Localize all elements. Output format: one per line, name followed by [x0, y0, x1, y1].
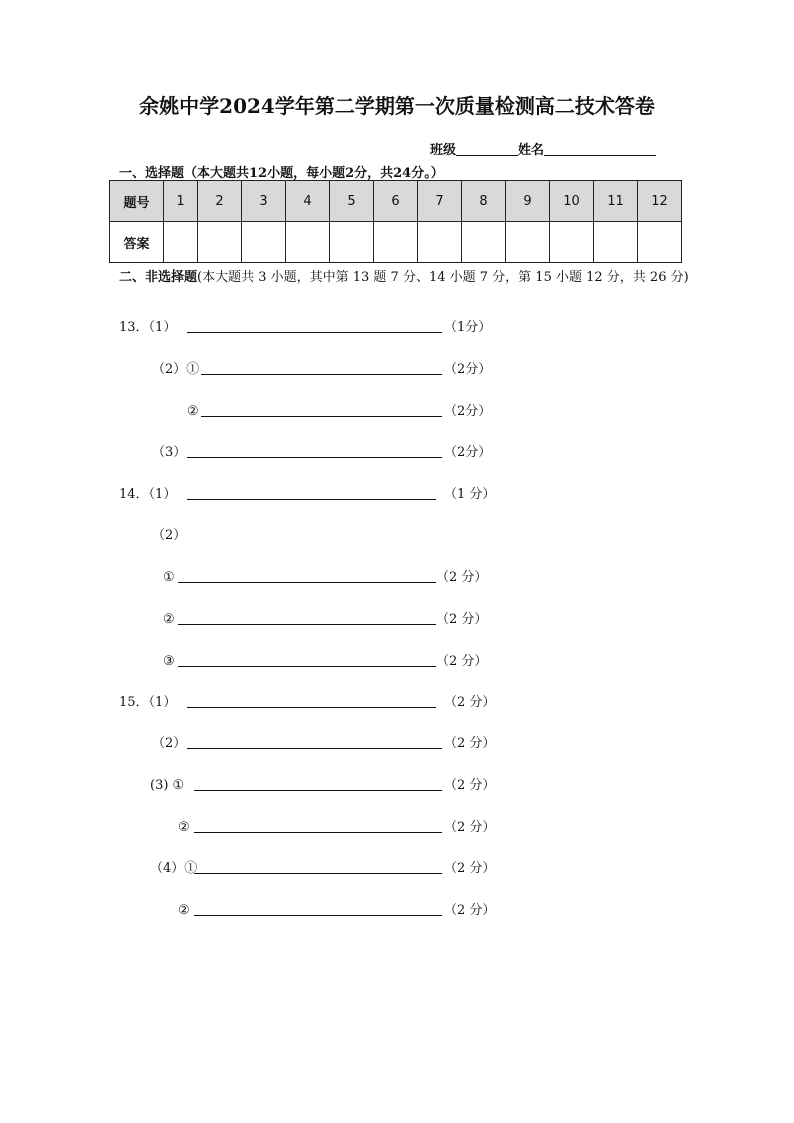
line-prefix: （3） [152, 445, 187, 460]
page-title: 余姚中学2024学年第二学期第一次质量检测高二技术答卷 [139, 94, 655, 118]
class-name-line [430, 139, 656, 158]
line-score: （2 分） [444, 820, 496, 835]
line-score: （2 分） [444, 695, 496, 710]
answer-line [0, 528, 794, 544]
answer-line [0, 487, 794, 503]
name-field[interactable] [544, 141, 656, 156]
answer-line [0, 320, 794, 336]
line-score: （2 分） [444, 736, 496, 751]
question-number: 3 [242, 181, 286, 222]
section2-heading-bold: 二、非选择题 [119, 270, 198, 285]
answer-line [0, 404, 794, 420]
answer-line [0, 820, 794, 836]
question-number: 4 [286, 181, 330, 222]
answer-cell[interactable] [374, 222, 418, 263]
answer-line [0, 570, 794, 586]
line-prefix: ② [163, 612, 175, 627]
answer-cell[interactable] [462, 222, 506, 263]
line-score: （2 分） [436, 570, 488, 585]
answer-cell[interactable] [418, 222, 462, 263]
answer-cell[interactable] [330, 222, 374, 263]
answer-cell[interactable] [638, 222, 682, 263]
answer-line [0, 903, 794, 919]
line-prefix: ② [178, 903, 190, 918]
line-prefix: (3) ① [150, 778, 185, 793]
answer-cell[interactable] [506, 222, 550, 263]
line-prefix: （4）① [150, 861, 198, 876]
line-prefix: 14．（1） [119, 487, 177, 502]
line-score: （1 分） [444, 487, 496, 502]
table-row-numbers [110, 181, 682, 222]
line-score: （2分） [444, 404, 492, 419]
answer-line [0, 445, 794, 461]
answer-line [0, 736, 794, 752]
class-label: 班级 [430, 143, 457, 158]
class-field[interactable] [456, 141, 518, 156]
line-prefix: ③ [163, 654, 175, 669]
line-score: （2分） [444, 362, 492, 377]
line-prefix: （2）① [152, 362, 200, 377]
answer-line [0, 695, 794, 711]
answer-cell[interactable] [164, 222, 198, 263]
section2-heading [119, 268, 689, 288]
question-number: 8 [462, 181, 506, 222]
answer-line [0, 861, 794, 877]
answer-blank[interactable] [201, 362, 442, 375]
question-number: 5 [330, 181, 374, 222]
section2-heading-rest: (本大题共 3 小题，其中第 13 题 7 分、14 小题 7 分，第 15 小题 12 分，共 26 分) [197, 270, 689, 285]
answer-blank[interactable] [178, 612, 436, 625]
line-score: （2分） [444, 445, 492, 460]
answer-blank[interactable] [194, 778, 442, 791]
answer-cell[interactable] [286, 222, 330, 263]
line-score: （1分） [444, 320, 492, 335]
table-row-answers [110, 222, 682, 263]
question-number: 7 [418, 181, 462, 222]
question-number: 6 [374, 181, 418, 222]
line-score: （2 分） [444, 903, 496, 918]
question-number: 2 [198, 181, 242, 222]
line-score: （2 分） [444, 778, 496, 793]
answer-line [0, 362, 794, 378]
answer-blank[interactable] [187, 445, 442, 458]
answer-blank[interactable] [187, 320, 442, 333]
question-number: 10 [550, 181, 594, 222]
line-prefix: （2） [152, 528, 187, 543]
line-prefix: 15．（1） [119, 695, 177, 710]
answer-blank[interactable] [201, 404, 442, 417]
line-score: （2 分） [444, 861, 496, 876]
answer-blank[interactable] [178, 570, 436, 583]
answer-blank[interactable] [194, 820, 442, 833]
answer-table [109, 180, 682, 263]
row-label-answer: 答案 [110, 222, 164, 263]
answer-blank[interactable] [187, 695, 436, 708]
question-number: 9 [506, 181, 550, 222]
line-prefix: 13．（1） [119, 320, 177, 335]
question-number: 11 [594, 181, 638, 222]
answer-line [0, 778, 794, 794]
question-number: 1 [164, 181, 198, 222]
answer-blank[interactable] [187, 487, 436, 500]
line-prefix: ② [187, 404, 199, 419]
answer-cell[interactable] [242, 222, 286, 263]
line-score: （2 分） [436, 654, 488, 669]
answer-cell[interactable] [550, 222, 594, 263]
answer-line [0, 612, 794, 628]
answer-cell[interactable] [594, 222, 638, 263]
name-label: 姓名 [518, 143, 545, 158]
question-number: 12 [638, 181, 682, 222]
line-prefix: （2） [152, 736, 187, 751]
answer-blank[interactable] [178, 654, 436, 667]
answer-blank[interactable] [194, 903, 442, 916]
line-score: （2 分） [436, 612, 488, 627]
answer-blank[interactable] [187, 736, 442, 749]
row-label-number: 题号 [110, 181, 164, 222]
answer-blank[interactable] [194, 861, 442, 874]
line-prefix: ① [163, 570, 175, 585]
line-prefix: ② [178, 820, 190, 835]
answer-cell[interactable] [198, 222, 242, 263]
answer-line [0, 654, 794, 670]
section1-heading: 一、选择题（本大题共12小题，每小题2分，共24分。） [119, 166, 444, 181]
